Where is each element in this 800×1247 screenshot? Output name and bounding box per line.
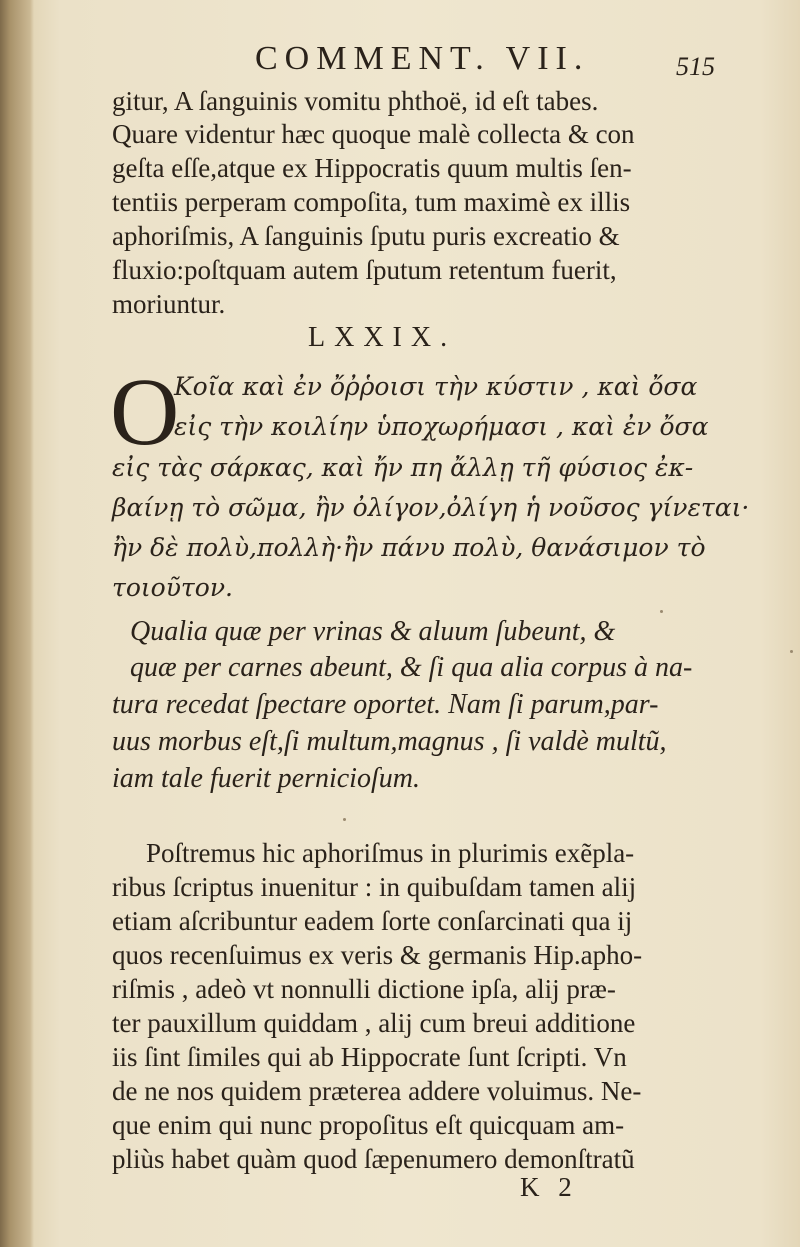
latin-line: Qualia quæ per vrinas & aluum ſubeunt, & bbox=[130, 616, 616, 647]
greek-line: Κοῖα καὶ ἐν ὄῤῥοισι τὴν κύστιν , καὶ ὄσα bbox=[174, 372, 698, 401]
page-binding-shadow bbox=[0, 0, 34, 1247]
text-line: gitur, A ſanguinis vomitu phthoë, id eſt tabes. bbox=[112, 86, 599, 116]
commentary-line: ribus ſcriptus inuenitur : in quibuſdam tamen alij bbox=[112, 872, 637, 902]
commentary-line: ter pauxillum quiddam , alij cum breui additione bbox=[112, 1008, 636, 1038]
paper-speck bbox=[790, 650, 793, 653]
commentary-line: pliùs habet quàm quod ſæpenumero demonſtratũ bbox=[112, 1144, 635, 1174]
signature-mark: K 2 bbox=[520, 1172, 578, 1202]
commentary-line: Poſtremus hic aphoriſmus in plurimis exẽpla- bbox=[146, 838, 635, 868]
page-number: 515 bbox=[676, 52, 715, 81]
latin-line: quæ per carnes abeunt, & ſi qua alia corpus à na- bbox=[130, 652, 693, 683]
paper-speck bbox=[660, 610, 663, 613]
paper-speck bbox=[343, 818, 346, 821]
commentary-line: quos recenſuimus ex veris & germanis Hip.apho- bbox=[112, 940, 643, 970]
text-line: aphoriſmis, A ſanguinis ſputu puris excreatio & bbox=[112, 221, 620, 251]
latin-line: iam tale fuerit pernicioſum. bbox=[112, 763, 420, 794]
greek-line: εἰς τὴν κοιλίην ὑποχωρήμασι , καὶ ἐν ὄσα bbox=[174, 412, 709, 441]
text-line: tentiis perperam compoſita, tum maximè ex illis bbox=[112, 187, 631, 217]
greek-line: εἰς τὰς σάρκας, καὶ ἤν πη ἄλλῃ τῆ φύσιος ἐκ- bbox=[112, 453, 694, 482]
greek-line: τοιοῦτον. bbox=[112, 573, 233, 602]
commentary-line: iis ſint ſimiles qui ab Hippocrate ſunt ſcripti. Vn bbox=[112, 1042, 627, 1072]
latin-line: uus morbus eſt,ſi multum,magnus , ſi valdè multũ, bbox=[112, 726, 667, 757]
text-line: moriuntur. bbox=[112, 289, 226, 319]
text-line: fluxio:poſtquam autem ſputum retentum fuerit, bbox=[112, 255, 617, 285]
text-line: Quare videntur hæc quoque malè collecta & con bbox=[112, 119, 635, 149]
drop-initial: O bbox=[110, 358, 180, 465]
commentary-line: riſmis , adeò vt nonnulli dictione ipſa, alij præ- bbox=[112, 974, 616, 1004]
text-line: geſta eſſe,atque ex Hippocratis quum multis ſen- bbox=[112, 153, 632, 183]
greek-line: βαίνῃ τὸ σῶμα, ἢν ὀλίγον,ὀλίγη ἡ νοῦσος γίνεται· bbox=[112, 493, 750, 522]
commentary-line: que enim qui nunc propoſitus eſt quicquam am- bbox=[112, 1110, 625, 1140]
latin-line: tura recedat ſpectare oportet. Nam ſi parum,par- bbox=[112, 689, 659, 720]
commentary-line: etiam aſcribuntur eadem ſorte conſarcinati qua ij bbox=[112, 906, 633, 936]
commentary-line: de ne nos quidem præterea addere voluimus. Ne- bbox=[112, 1076, 642, 1106]
greek-line: ἢν δὲ πολὺ,πολλὴ·ἢν πάνυ πολὺ, θανάσιμον τὸ bbox=[112, 533, 706, 562]
running-title: COMMENT. VII. bbox=[255, 40, 590, 77]
section-number: LXXIX. bbox=[308, 322, 457, 353]
